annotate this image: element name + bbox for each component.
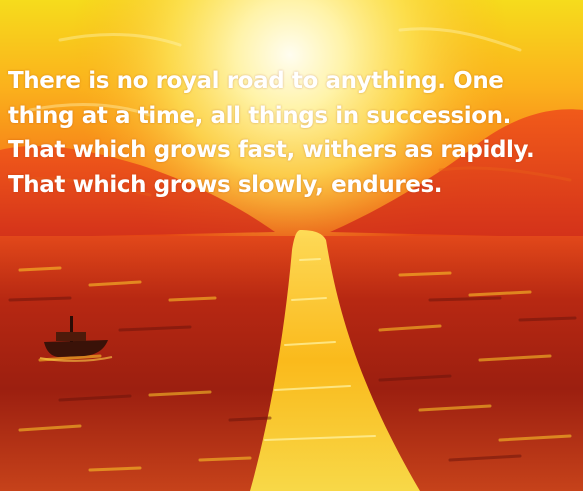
- quote-line: thing at a time, all things in succession.: [8, 102, 511, 129]
- quote-line: That which grows fast, withers as rapidly.: [8, 137, 535, 163]
- quote-text: [8, 64, 578, 202]
- quote-line: There is no royal road to anything. One: [8, 68, 504, 94]
- quote-line: That which grows slowly, endures.: [8, 171, 443, 198]
